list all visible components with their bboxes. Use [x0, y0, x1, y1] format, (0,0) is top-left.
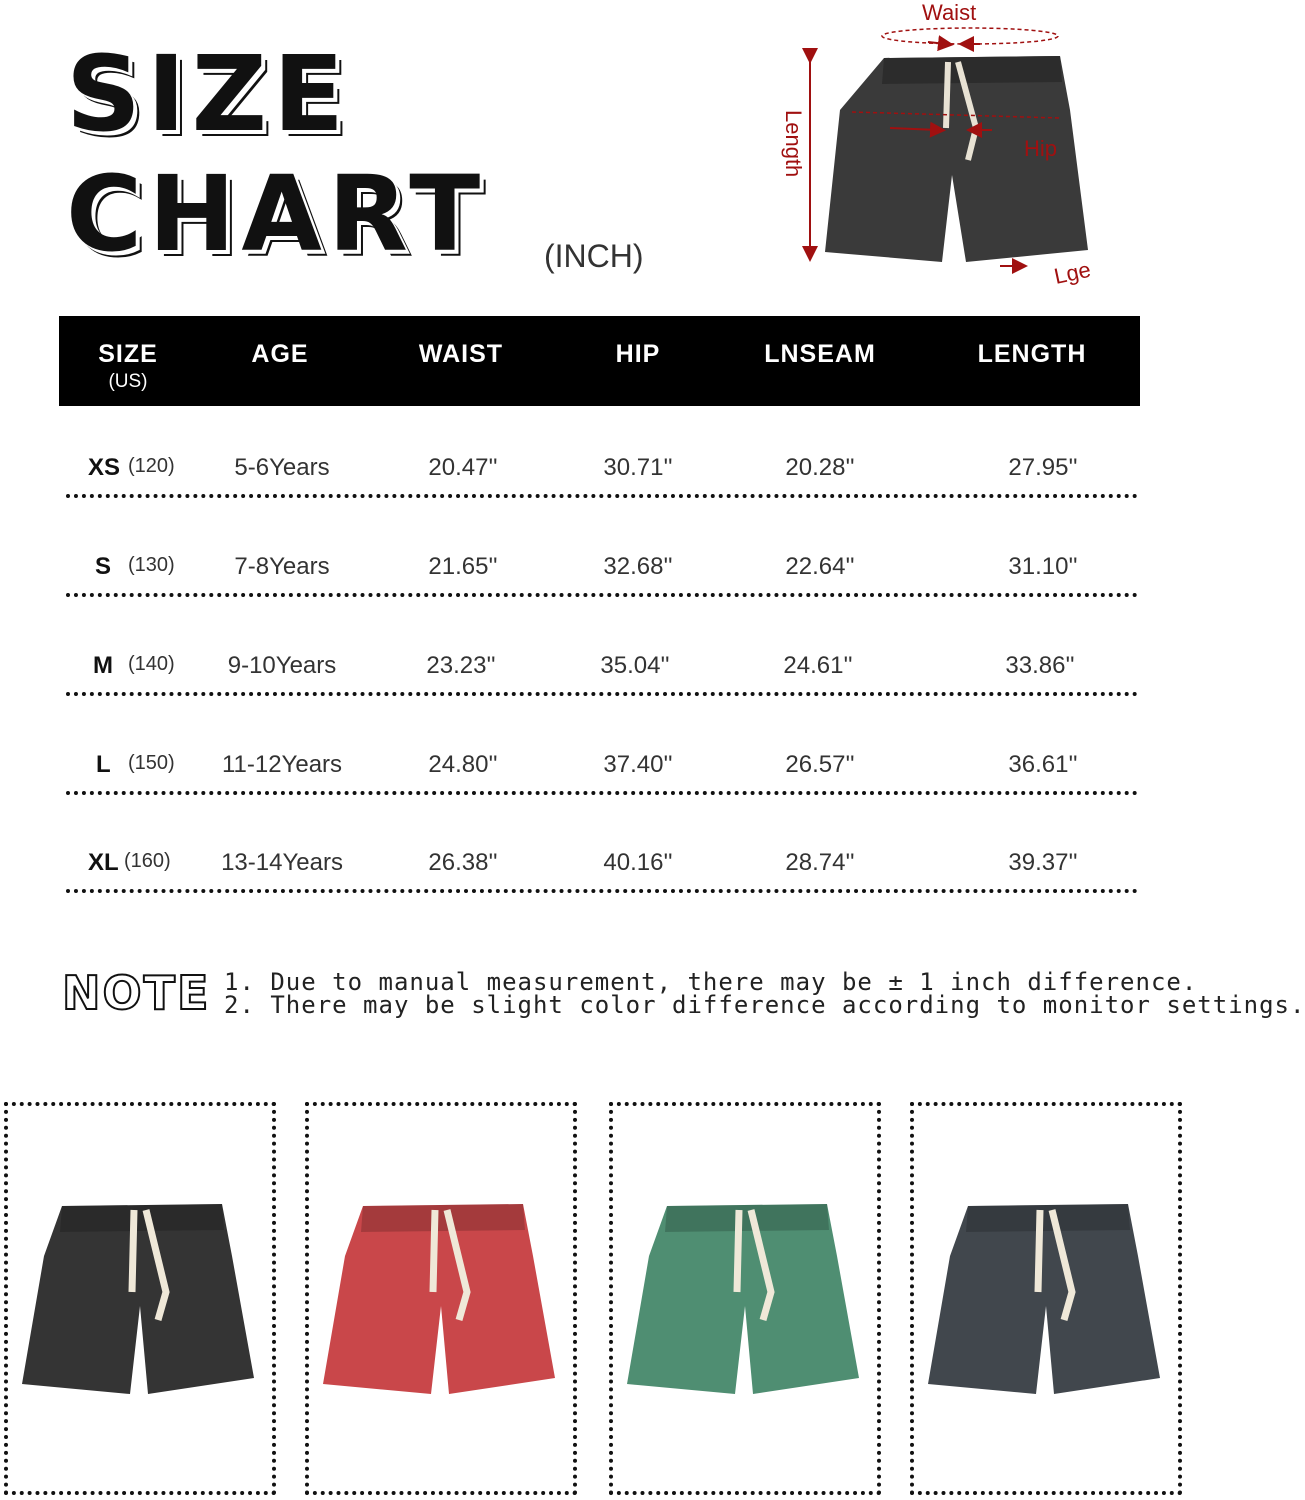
measurement-diagram: [770, 0, 1100, 300]
hip-cell: 40.16'': [603, 849, 673, 876]
note-line-2: 2. There may be slight color difference according to monitor settings.: [224, 991, 1305, 1019]
table-header: [59, 316, 1140, 406]
title-chart: CHART: [66, 153, 487, 275]
length-cell: 39.37'': [1008, 849, 1078, 876]
table-row: [0, 553, 1192, 652]
inseam-cell: 26.57'': [785, 751, 855, 778]
table-row: [0, 652, 1192, 751]
length-cell: 31.10'': [1008, 553, 1078, 580]
table-row: [0, 751, 1192, 850]
header-size-sub: (US): [108, 371, 148, 392]
header-size: [98, 340, 158, 393]
waist-cell: 26.38'': [428, 849, 498, 876]
age-cell: 5-6Years: [234, 454, 330, 481]
shorts-image: [627, 1196, 867, 1406]
row-divider: [66, 889, 1138, 893]
swatch-charcoal: [910, 1102, 1182, 1495]
inseam-cell: 24.61'': [783, 652, 853, 679]
row-divider: [66, 494, 1138, 498]
shorts-image: [22, 1196, 262, 1406]
swatch-red: [305, 1102, 577, 1495]
age-cell: 13-14Years: [221, 849, 343, 876]
inseam-cell: 20.28'': [785, 454, 855, 481]
waist-cell: 20.47'': [428, 454, 498, 481]
hip-cell: 30.71'': [603, 454, 673, 481]
header-size-label: SIZE: [98, 340, 158, 368]
header-age: AGE: [251, 340, 309, 368]
hip-label: Hip: [1024, 136, 1058, 161]
swatch-green: [609, 1102, 881, 1495]
length-cell: 33.86'': [1005, 652, 1075, 679]
age-cell: 9-10Years: [227, 652, 337, 679]
swatch-black: [4, 1102, 276, 1495]
size-number: (120): [128, 455, 175, 477]
size-code: M: [93, 652, 113, 679]
row-divider: [66, 692, 1138, 696]
size-number: (130): [128, 554, 175, 576]
size-code: S: [95, 553, 112, 580]
shorts-image: [928, 1196, 1168, 1406]
length-cell: 27.95'': [1008, 454, 1078, 481]
leg-label: Lge: [1051, 256, 1093, 289]
unit-label: (INCH): [544, 238, 644, 274]
row-divider: [66, 593, 1138, 597]
title-size: SIZE: [66, 33, 351, 155]
age-cell: 7-8Years: [234, 553, 330, 580]
length-cell: 36.61'': [1008, 751, 1078, 778]
hip-cell: 37.40'': [603, 751, 673, 778]
hip-cell: 32.68'': [603, 553, 673, 580]
header-hip: HIP: [615, 340, 661, 368]
header-length: LENGTH: [977, 340, 1087, 368]
inseam-cell: 28.74'': [785, 849, 855, 876]
size-number: (140): [128, 653, 175, 675]
waist-cell: 21.65'': [428, 553, 498, 580]
length-label: Length: [781, 110, 806, 178]
row-divider: [66, 791, 1138, 795]
waist-label: Waist: [922, 0, 977, 25]
size-code: XS: [88, 454, 121, 481]
shorts-image: [323, 1196, 563, 1406]
header-waist: WAIST: [418, 340, 504, 368]
note-line-1: 1. Due to manual measurement, there may be ± 1 inch difference.: [224, 968, 1198, 996]
age-cell: 11-12Years: [221, 751, 343, 778]
size-number: (150): [128, 752, 175, 774]
waist-cell: 24.80'': [428, 751, 498, 778]
waist-cell: 23.23'': [426, 652, 496, 679]
header-inseam: LNSEAM: [764, 340, 876, 368]
hip-cell: 35.04'': [600, 652, 670, 679]
size-code: L: [96, 751, 111, 778]
note-label: NOTE: [62, 966, 211, 1020]
size-code: XL: [88, 849, 119, 876]
table-row: [0, 849, 1192, 948]
table-row: [0, 454, 1192, 553]
inseam-cell: 22.64'': [785, 553, 855, 580]
size-number: (160): [124, 850, 171, 872]
